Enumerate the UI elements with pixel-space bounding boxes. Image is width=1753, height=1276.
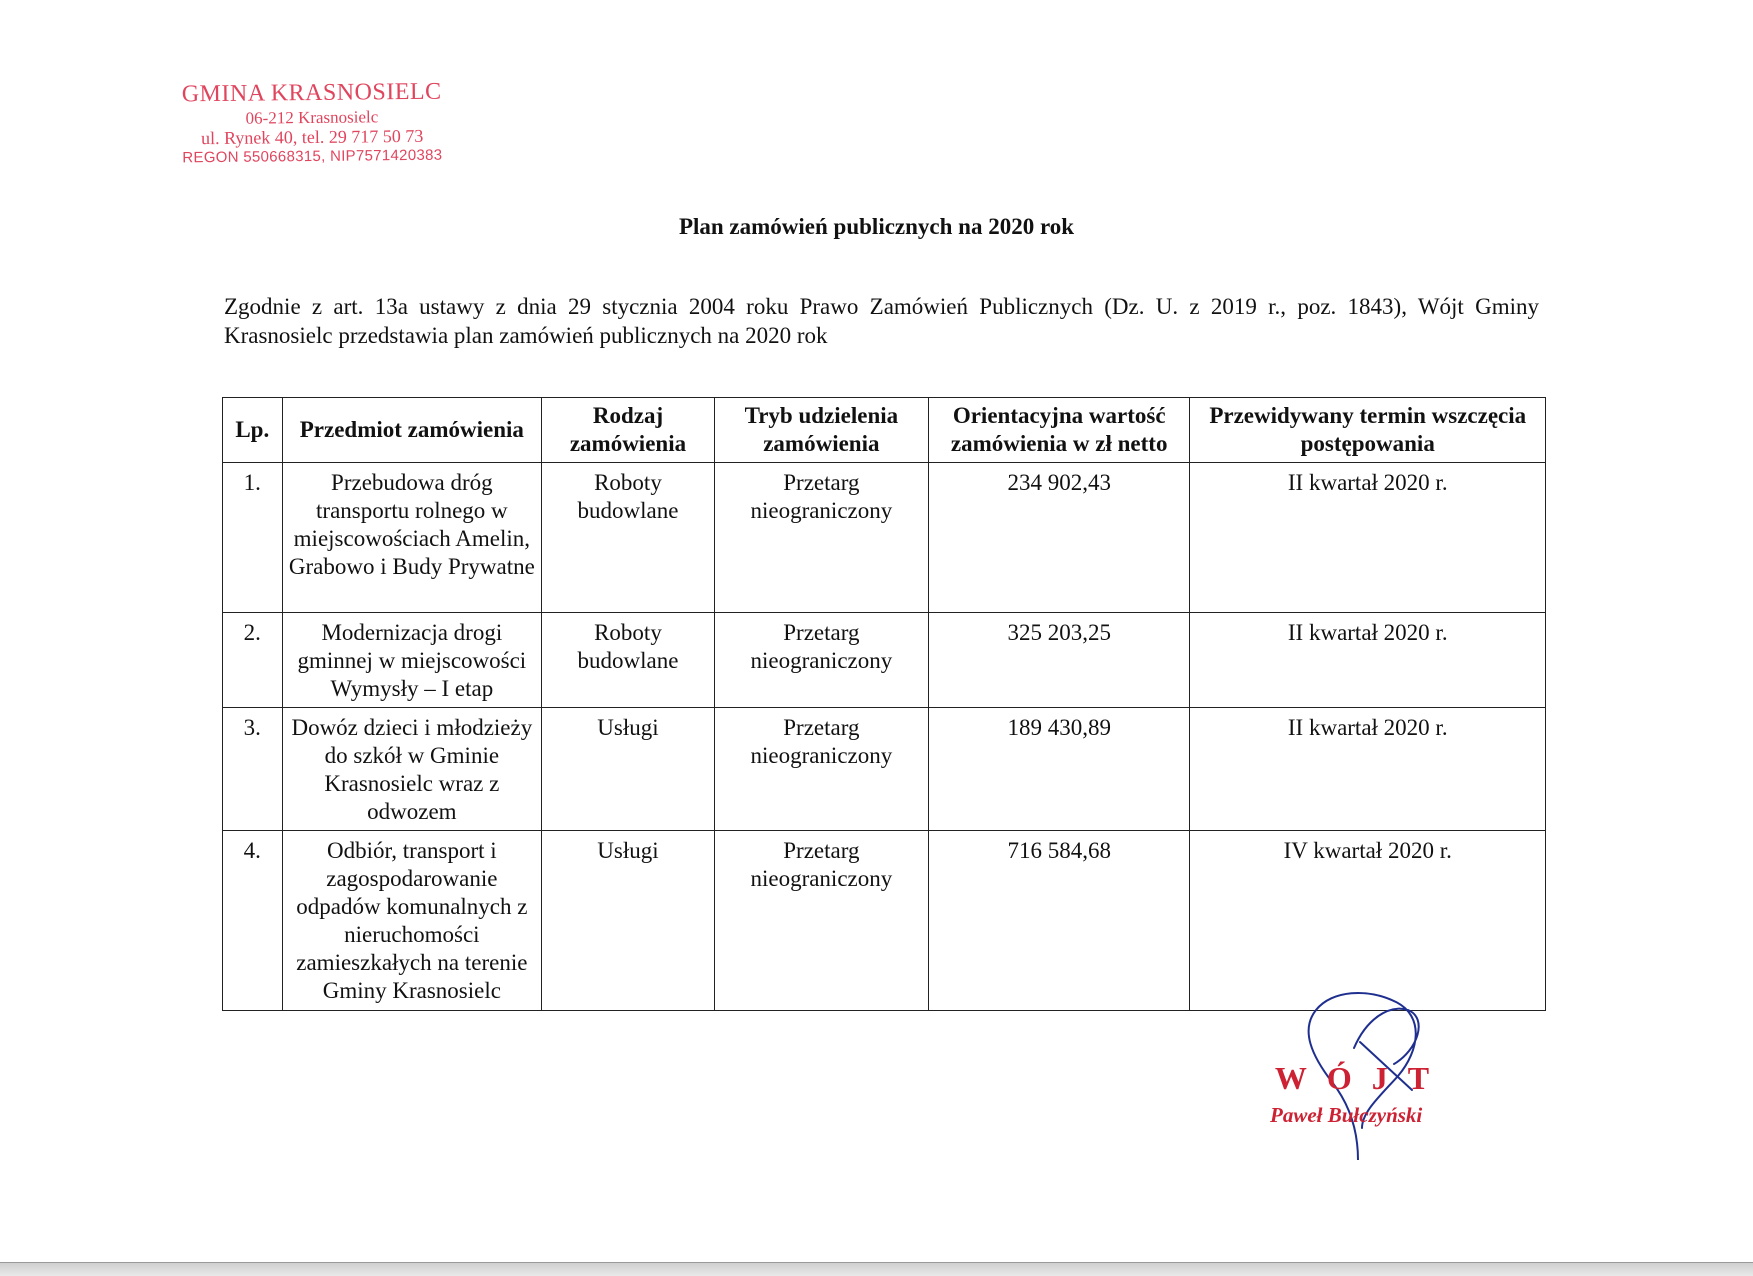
cell-lp: 2.	[223, 613, 283, 708]
cell-type: Usługi	[542, 831, 715, 1011]
cell-type: Roboty budowlane	[542, 613, 715, 708]
stamp-ids: REGON 550668315, NIP7571420383	[182, 146, 443, 167]
cell-term: II kwartał 2020 r.	[1190, 463, 1546, 613]
cell-mode: Przetarg nieograniczony	[714, 831, 928, 1011]
cell-type: Usługi	[542, 708, 715, 831]
signature-stamp	[1262, 990, 1502, 1160]
stamp-name: GMINA KRASNOSIELC	[181, 78, 442, 108]
header-subject: Przedmiot zamówienia	[282, 398, 542, 463]
header-term: Przewidywany termin wszczęcia postępowania	[1190, 398, 1546, 463]
table-header-row	[223, 398, 1546, 463]
table-row	[223, 613, 1546, 708]
header-mode: Tryb udzielenia zamówienia	[714, 398, 928, 463]
stamp-wojt: WÓJT	[1274, 1060, 1450, 1096]
stamp-person-name: Paweł Bułczyński	[1270, 1103, 1423, 1127]
cell-type: Roboty budowlane	[542, 463, 715, 613]
cell-mode: Przetarg nieograniczony	[714, 708, 928, 831]
cell-subject: Modernizacja drogi gminnej w miejscowości Wymysły – I etap	[282, 613, 542, 708]
cell-lp: 1.	[223, 463, 283, 613]
document-title: Plan zamówień publicznych na 2020 rok	[678, 214, 1075, 239]
cell-subject: Odbiór, transport i zagospodarowanie odpadów komunalnych z nieruchomości zamieszkałych na terenie Gminy Krasnosielc	[282, 831, 542, 1011]
header-type: Rodzaj zamówienia	[542, 398, 715, 463]
cell-value: 189 430,89	[928, 708, 1190, 831]
cell-subject: Przebudowa dróg transportu rolnego w miejscowościach Amelin, Grabowo i Budy Prywatne	[282, 463, 542, 613]
intro-line-1: Zgodnie z art. 13a ustawy z dnia 29 stycznia 2004 roku Prawo Zamówień Publicznych (Dz. U. z 2019 r., poz. 1843), Wójt Gminy	[224, 294, 1539, 319]
header-lp: Lp.	[223, 398, 283, 463]
cell-value: 325 203,25	[928, 613, 1190, 708]
cell-term: II kwartał 2020 r.	[1190, 613, 1546, 708]
cell-subject: Dowóz dzieci i młodzieży do szkół w Gminie Krasnosielc wraz z odwozem	[282, 708, 542, 831]
header-value: Orientacyjna wartość zamówienia w zł netto	[928, 398, 1190, 463]
municipality-stamp	[172, 79, 453, 167]
cell-value: 234 902,43	[928, 463, 1190, 613]
intro-paragraph	[224, 292, 1539, 350]
cell-value: 716 584,68	[928, 831, 1190, 1011]
stamp-address: ul. Rynek 40, tel. 29 717 50 73	[200, 125, 424, 149]
cell-mode: Przetarg nieograniczony	[714, 463, 928, 613]
table-row	[223, 708, 1546, 831]
intro-line-2: Krasnosielc przedstawia plan zamówień publicznych na 2020 rok	[224, 323, 828, 348]
table-row	[223, 463, 1546, 613]
cell-lp: 3.	[223, 708, 283, 831]
cell-term: II kwartał 2020 r.	[1190, 708, 1546, 831]
procurement-plan-table	[222, 397, 1546, 1011]
cell-mode: Przetarg nieograniczony	[714, 613, 928, 708]
page-bottom-edge	[0, 1262, 1753, 1276]
table-row	[223, 831, 1546, 1011]
cell-lp: 4.	[223, 831, 283, 1011]
cell-term: IV kwartał 2020 r.	[1190, 831, 1546, 1011]
stamp-zip: 06-212 Krasnosielc	[245, 106, 379, 128]
